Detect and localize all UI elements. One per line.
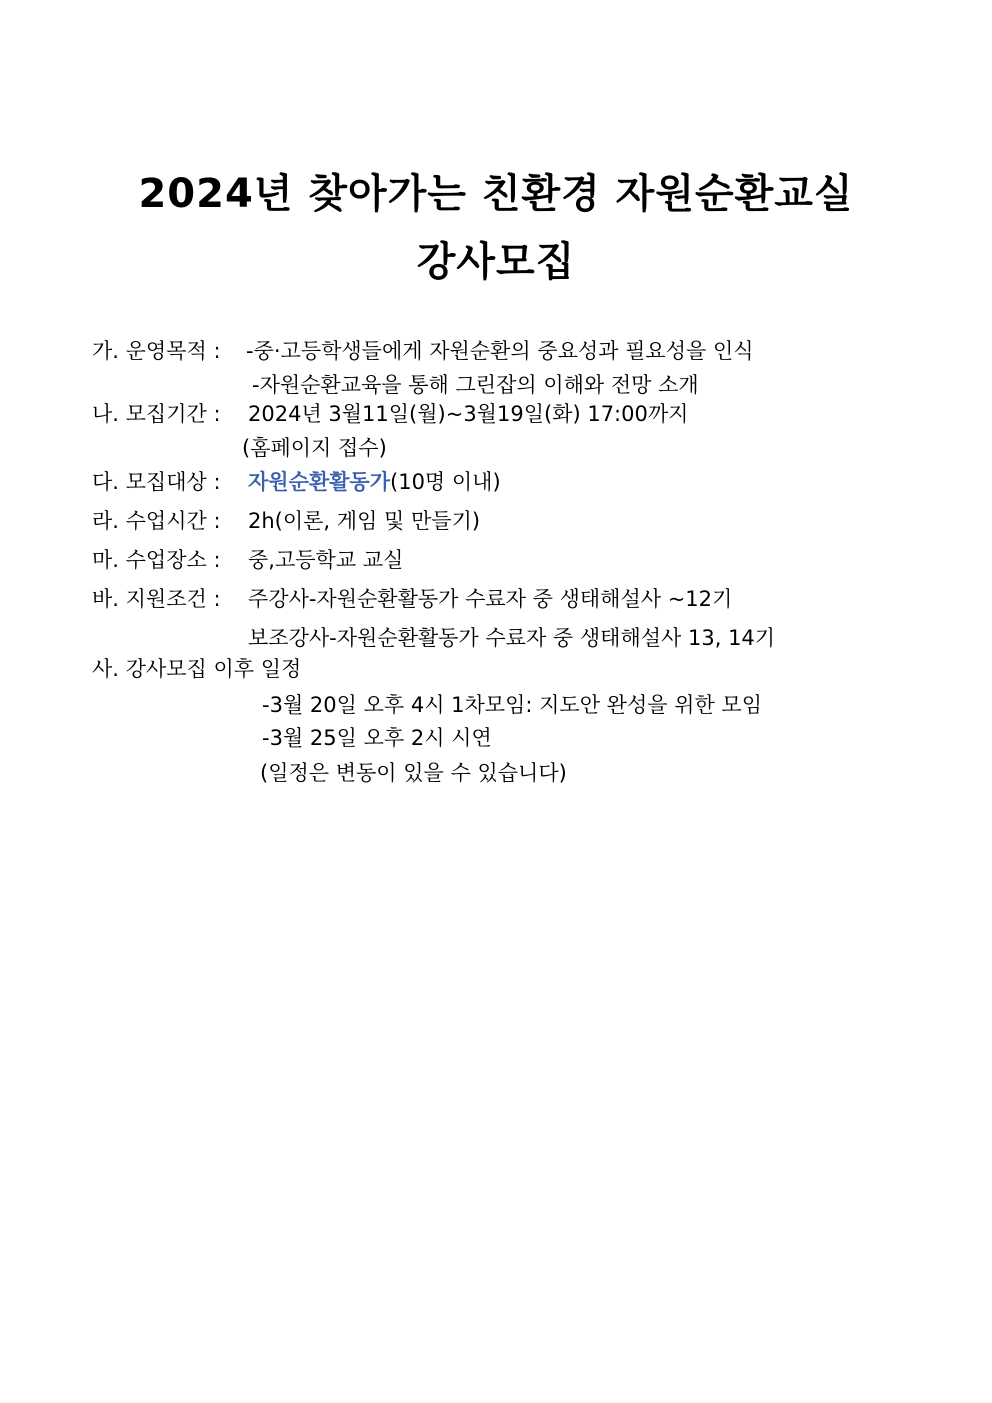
schedule-line-1: -3월 20일 오후 4시 1차모임: 지도안 완성을 위한 모임 (262, 693, 763, 717)
period-line-1: 2024년 3월11일(월)~3월19일(화) 17:00까지 (248, 402, 689, 426)
conditions-label: 바. 지원조건 : (92, 587, 221, 611)
purpose-line-2: -자원순환교육을 통해 그린잡의 이해와 전망 소개 (252, 373, 699, 397)
document-title (0, 160, 992, 296)
title-line-2: 강사모집 (416, 239, 576, 285)
hours-value: 2h(이론, 게임 및 만들기) (248, 509, 481, 533)
period-row (92, 399, 689, 429)
hours-label: 라. 수업시간 : (92, 509, 221, 533)
period-line-2: (홈페이지 접수) (242, 436, 387, 460)
place-label: 마. 수업장소 : (92, 548, 221, 572)
purpose-line-1: -중·고등학생들에게 자원순환의 중요성과 필요성을 인식 (246, 339, 754, 363)
hours-row (92, 506, 481, 536)
schedule-row (92, 654, 301, 684)
target-row (92, 467, 501, 497)
target-label: 다. 모집대상 : (92, 470, 221, 494)
purpose-label: 가. 운영목적 : (92, 339, 221, 363)
place-value: 중,고등학교 교실 (248, 548, 404, 572)
conditions-row (92, 584, 733, 614)
target-highlight: 자원순환활동가 (248, 470, 391, 494)
purpose-row (92, 336, 754, 366)
conditions-line-2: 보조강사-자원순환활동가 수료자 중 생태해설사 13, 14기 (248, 626, 776, 650)
schedule-line-2: -3월 25일 오후 2시 시연 (262, 726, 492, 750)
target-rest: (10명 이내) (390, 470, 501, 494)
title-line-1: 2024년 찾아가는 친환경 자원순환교실 (138, 171, 854, 217)
conditions-line-1: 주강사-자원순환활동가 수료자 중 생태해설사 ~12기 (248, 587, 733, 611)
schedule-line-3: (일정은 변동이 있을 수 있습니다) (260, 761, 567, 785)
schedule-label: 사. 강사모집 이후 일정 (92, 657, 302, 681)
place-row (92, 545, 404, 575)
period-label: 나. 모집기간 : (92, 402, 221, 426)
target-value (248, 467, 501, 497)
